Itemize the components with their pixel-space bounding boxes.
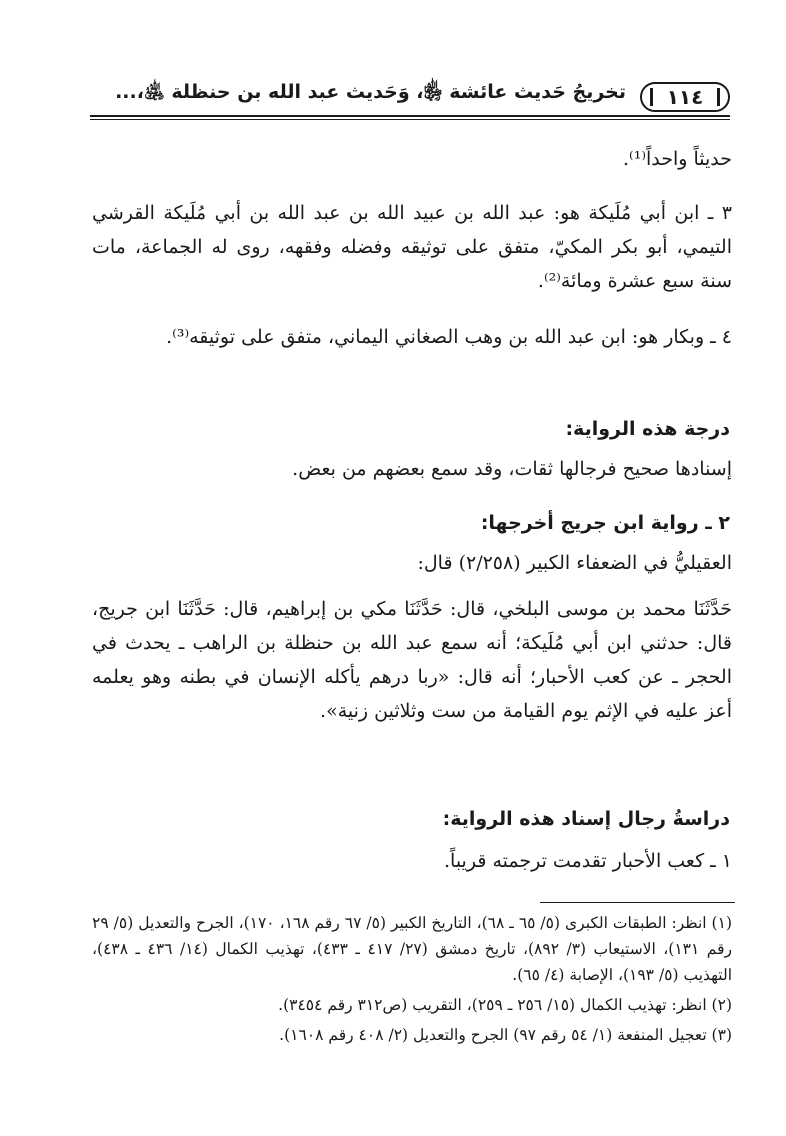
paragraph: ١ ـ كعب الأحبار تقدمت ترجمته قريباً. bbox=[444, 850, 732, 872]
paragraph: حديثاً واحداً⁽¹⁾. bbox=[622, 148, 732, 170]
footnote-1: (١) انظر: الطبقات الكبرى (٥/ ٦٥ ـ ٦٨)، التاريخ الكبير (٥/ ٦٧ رقم ١٦٨، ١٧٠)، الجرح والتعديل (٥/ ٢٩ رقم ١٣١)، الاستيعاب (٣/ ٨٩٢)، تاريخ دمشق (٢٧/ ٤١٧ ـ ٤٣٣)، تهذيب الكمال (١٤/ ٤٣٦ ـ ٤٣٨)، التهذيب (٥/ ١٩٣)، الإصابة (٤/ ٦٥). bbox=[92, 914, 732, 984]
footnotes bbox=[92, 910, 732, 1052]
running-title: تخريجُ حَديث عائشة ﵂، وَحَديث عبد الله بن حنظلة ﵁،... bbox=[115, 81, 626, 103]
paragraph: ٤ ـ وبكار هو: ابن عبد الله بن وهب الصغاني اليماني، متفق على توثيقه⁽³⁾. bbox=[166, 326, 732, 348]
section-heading: درجة هذه الرواية: bbox=[565, 418, 730, 440]
paragraph: العقيليُّ في الضعفاء الكبير (٢/٢٥٨) قال: bbox=[417, 552, 732, 574]
header-rule-thin bbox=[90, 119, 730, 120]
paragraph: إسنادها صحيح فرجالها ثقات، وقد سمع بعضهم من بعض. bbox=[292, 458, 732, 480]
page-header bbox=[95, 76, 730, 116]
paragraph: ٣ ـ ابن أبي مُلَيكة هو: عبد الله بن عبيد الله بن عبد الله بن أبي مُلَيكة القرشي التيمي، أبو بكر المكيّ، متفق على توثيقه وفضله وفقهه، روى له الجماعة، مات سنة سبع عشرة ومائة⁽²⁾. bbox=[92, 202, 732, 292]
hadith-paragraph: حَدَّثَنَا محمد بن موسى البلخي، قال: حَدَّثَنَا مكي بن إبراهيم، قال: حَدَّثَنَا ابن جريج، قال: حدثني ابن أبي مُلَيكة؛ أنه سمع عبد الله بن حنظلة بن الراهب ـ يحدث في الحجر ـ عن كعب الأحبار؛ أنه قال: «ربا درهم يأكله الإنسان في بطنه وهو يعلمه أعز عليه في الإثم يوم القيامة من ست وثلاثين زنية». bbox=[92, 598, 732, 722]
page-number-badge bbox=[640, 82, 730, 112]
footnote-rule bbox=[540, 902, 735, 903]
section-heading: دراسةُ رجال إسناد هذه الرواية: bbox=[442, 808, 730, 830]
header-rule bbox=[90, 115, 730, 117]
page-number: ١١٤ bbox=[666, 85, 704, 109]
footnote-2: (٢) انظر: تهذيب الكمال (١٥/ ٢٥٦ ـ ٢٥٩)، التقريب (ص٣١٢ رقم ٣٤٥٤). bbox=[278, 996, 732, 1014]
footnote-3: (٣) تعجيل المنفعة (١/ ٥٤ رقم ٩٧) الجرح والتعديل (٢/ ٤٠٨ رقم ١٦٠٨). bbox=[279, 1026, 732, 1044]
section-heading: ٢ ـ رواية ابن جريج أخرجها: bbox=[480, 512, 730, 534]
